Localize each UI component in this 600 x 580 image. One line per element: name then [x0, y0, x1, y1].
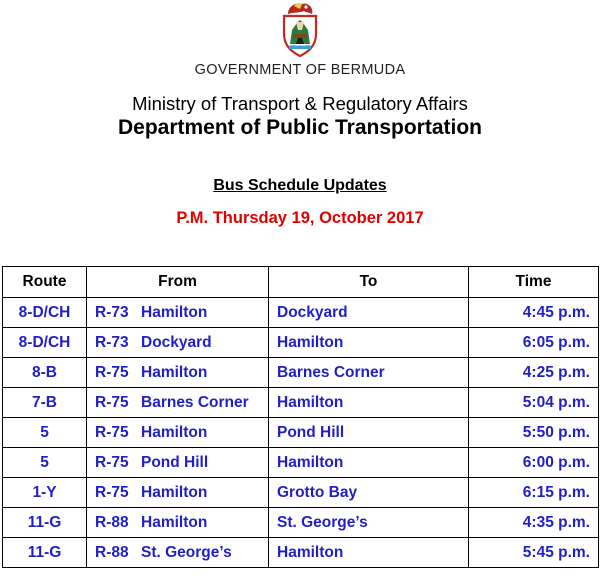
route-code: R-73 [95, 303, 129, 321]
route-code: R-75 [95, 363, 129, 381]
bermuda-coat-of-arms-icon [278, 0, 322, 58]
to-cell: Pond Hill [269, 418, 469, 448]
schedule-date: P.M. Thursday 19, October 2017 [176, 209, 424, 227]
time-cell: 6:05 p.m. [469, 328, 599, 358]
route-cell: 11-G [3, 508, 87, 538]
to-cell: St. George’s [269, 508, 469, 538]
route-cell: 1-Y [3, 478, 87, 508]
from-cell [87, 418, 269, 448]
route-cell: 11-G [3, 538, 87, 568]
route-code: R-75 [95, 393, 129, 411]
schedule-title [0, 177, 600, 195]
time-cell: 5:50 p.m. [469, 418, 599, 448]
table-row [3, 388, 599, 418]
route-cell: 8-D/CH [3, 298, 87, 328]
department-name: Department of Public Transportation [117, 116, 483, 139]
route-cell: 5 [3, 448, 87, 478]
time-cell: 5:04 p.m. [469, 388, 599, 418]
table-row [3, 358, 599, 388]
route-cell: 8-B [3, 358, 87, 388]
government-name: GOVERNMENT OF BERMUDA [194, 62, 406, 78]
table-row [3, 418, 599, 448]
from-cell [87, 478, 269, 508]
route-code: R-75 [95, 453, 129, 471]
to-cell: Hamilton [269, 328, 469, 358]
from-location: Hamilton [141, 303, 208, 321]
to-cell: Hamilton [269, 538, 469, 568]
table-row [3, 328, 599, 358]
route-code: R-88 [95, 513, 129, 531]
header-route: Route [3, 267, 87, 298]
route-cell: 8-D/CH [3, 328, 87, 358]
from-location: Barnes Corner [141, 393, 249, 411]
to-cell: Hamilton [269, 448, 469, 478]
header-time: Time [469, 267, 599, 298]
route-code: R-75 [95, 483, 129, 501]
route-code: R-88 [95, 543, 129, 561]
time-cell: 4:35 p.m. [469, 508, 599, 538]
to-cell: Hamilton [269, 388, 469, 418]
from-cell [87, 538, 269, 568]
table-row [3, 478, 599, 508]
from-location: Hamilton [141, 423, 208, 441]
time-cell: 4:45 p.m. [469, 298, 599, 328]
table-row [3, 538, 599, 568]
to-cell: Dockyard [269, 298, 469, 328]
to-cell: Grotto Bay [269, 478, 469, 508]
from-location: Hamilton [141, 513, 208, 531]
time-cell: 4:25 p.m. [469, 358, 599, 388]
time-cell: 5:45 p.m. [469, 538, 599, 568]
bus-schedule-table [2, 266, 599, 568]
time-cell: 6:15 p.m. [469, 478, 599, 508]
to-cell: Barnes Corner [269, 358, 469, 388]
route-code: R-73 [95, 333, 129, 351]
table-row [3, 298, 599, 328]
from-cell [87, 298, 269, 328]
ministry-name: Ministry of Transport & Regulatory Affairs [132, 93, 468, 114]
header-from: From [87, 267, 269, 298]
from-location: Hamilton [141, 483, 208, 501]
table-row [3, 508, 599, 538]
from-cell [87, 508, 269, 538]
from-location: St. George’s [141, 543, 232, 561]
from-cell [87, 358, 269, 388]
from-location: Dockyard [141, 333, 212, 351]
from-location: Hamilton [141, 363, 208, 381]
from-cell [87, 328, 269, 358]
header-to: To [269, 267, 469, 298]
route-code: R-75 [95, 423, 129, 441]
time-cell: 6:00 p.m. [469, 448, 599, 478]
route-cell: 5 [3, 418, 87, 448]
from-location: Pond Hill [141, 453, 209, 471]
table-header-row [3, 267, 599, 298]
table-row [3, 448, 599, 478]
schedule-title-text: Bus Schedule Updates [213, 177, 387, 194]
from-cell [87, 388, 269, 418]
route-cell: 7-B [3, 388, 87, 418]
from-cell [87, 448, 269, 478]
